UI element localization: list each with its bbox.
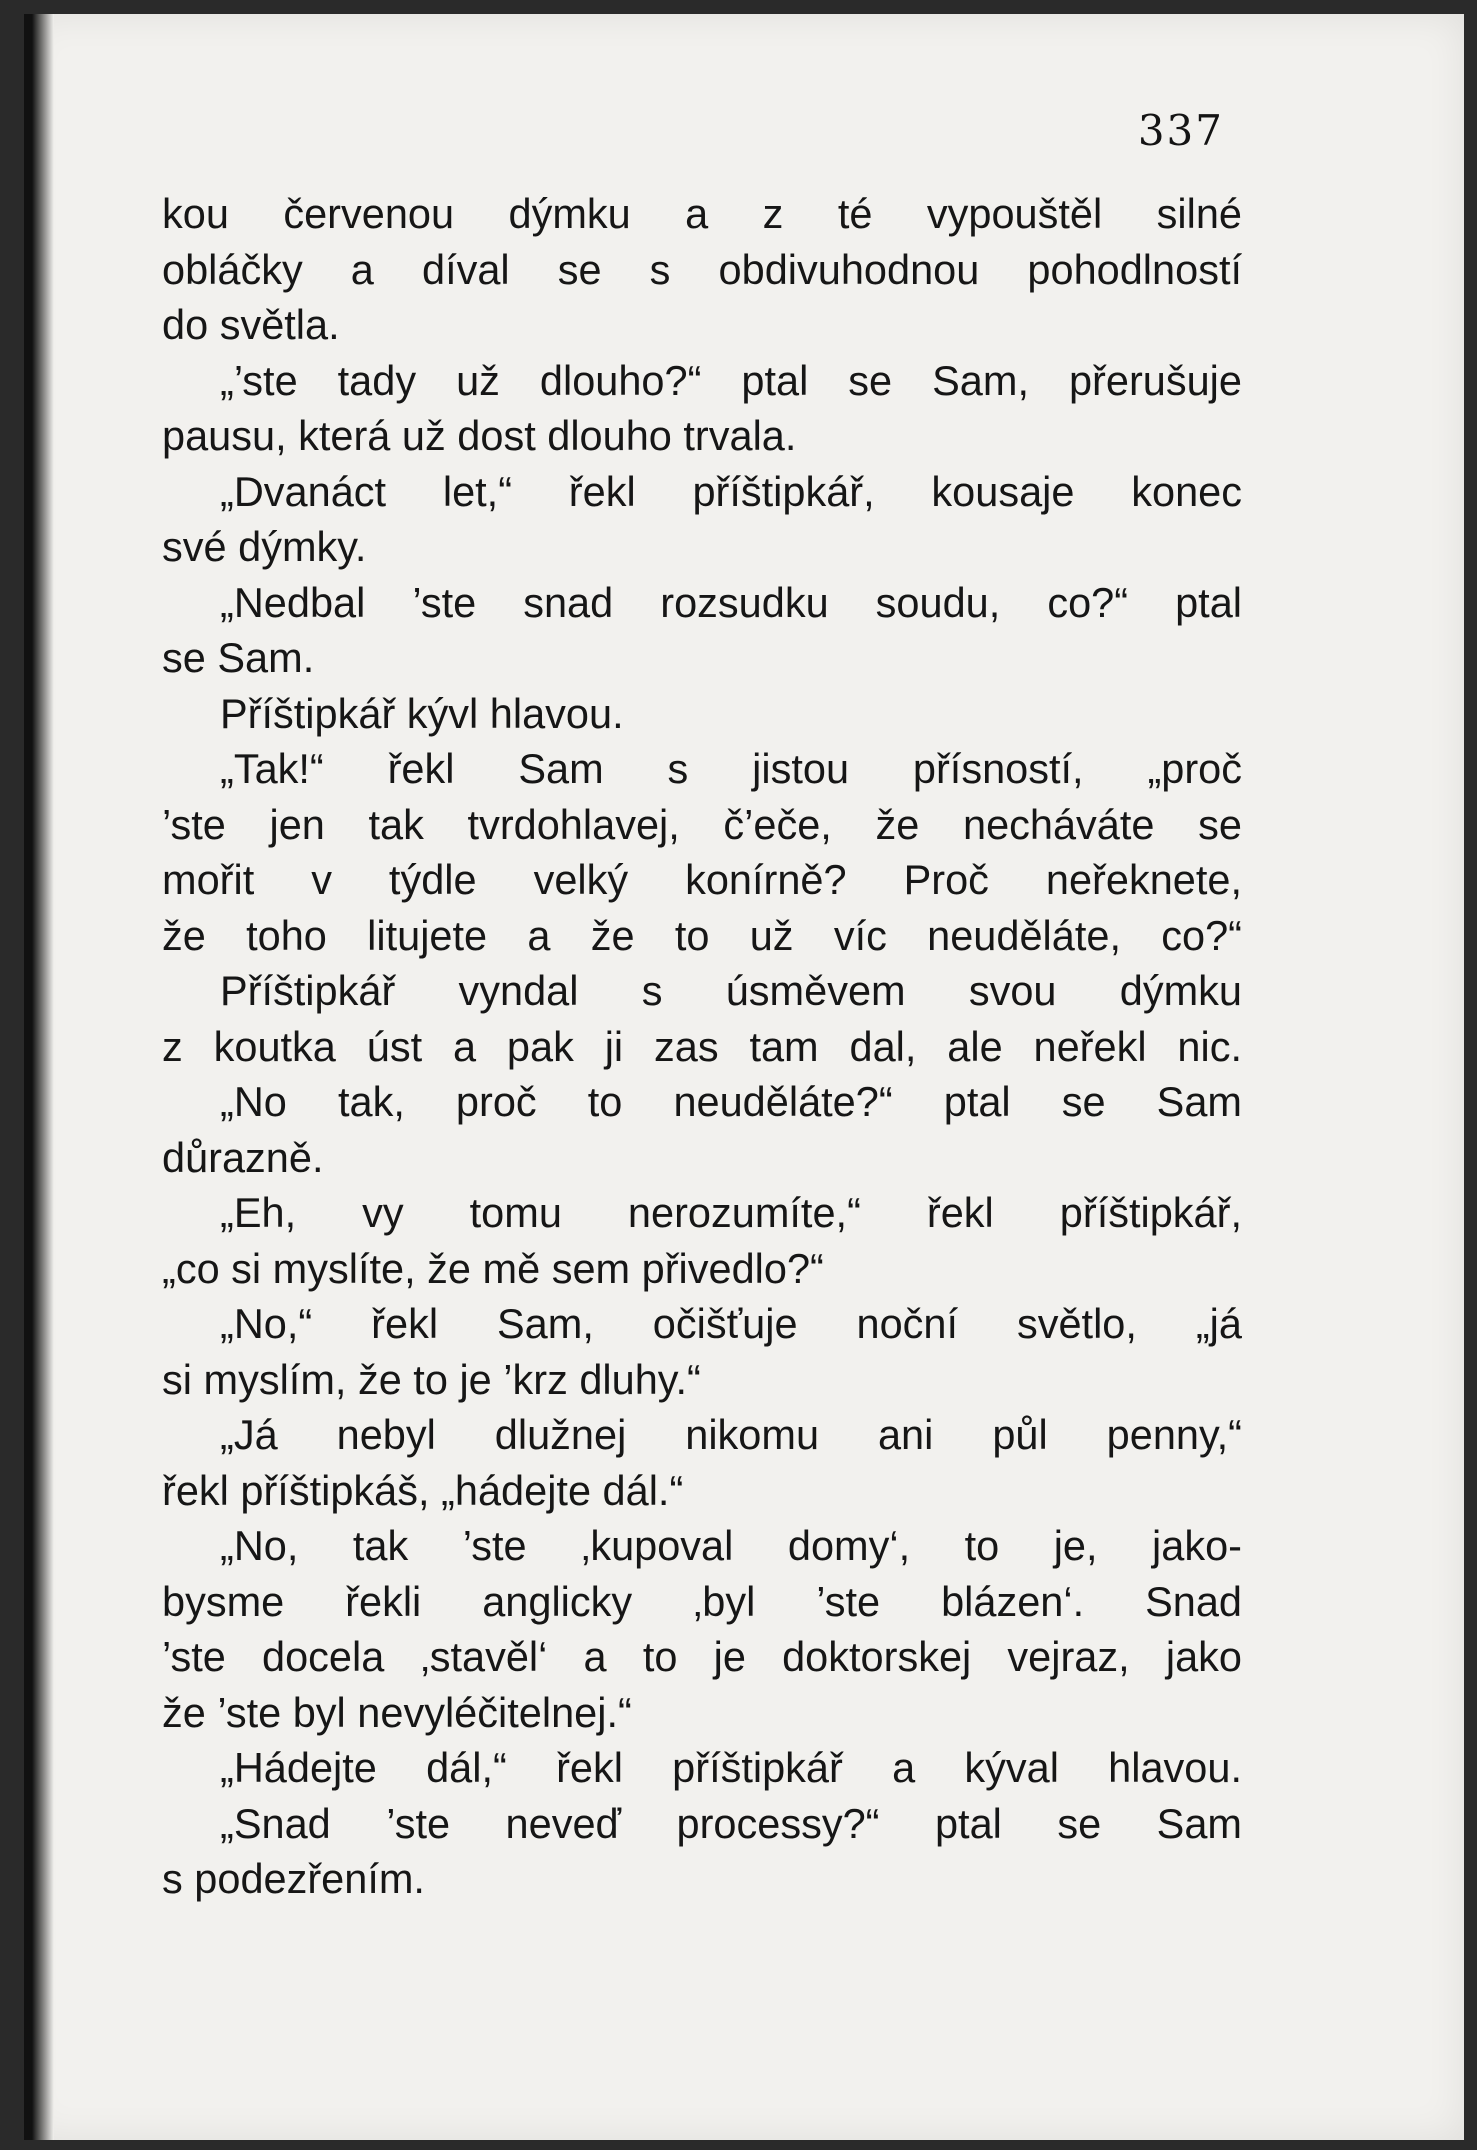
text-line: důrazně. [162,1133,324,1181]
text-line: že toho litujete a že to už víc neuděláte, co?“ [162,911,1242,959]
text-line: že ’ste byl nevyléčitelnej.“ [162,1688,632,1736]
text-line: obláčky a díval se s obdivuhodnou pohodlností [162,245,1242,293]
text-line: bysme řekli anglicky ‚byl ’ste blázen‘. Snad [162,1577,1242,1625]
text-line: se Sam. [162,634,315,681]
text-line: ’ste jen tak tvrdohlavej, č’eče, že necháváte se [162,800,1242,848]
text-line: kou červenou dýmku a z té vypouštěl silné [162,190,1242,237]
text-line: „’ste tady už dlouho?“ ptal se Sam, přerušuje [220,356,1242,404]
text-line: s podezřením. [162,1855,425,1902]
text-line: své dýmky. [162,523,367,570]
text-line: „Nedbal ’ste snad rozsudku soudu, co?“ ptal [220,578,1242,626]
text-line: mořit v týdle velký konírně? Proč neřeknete, [162,856,1242,903]
page-number: 337 [1137,106,1224,155]
text-line: ’ste docela ‚stavěl‘ a to je doktorskej vejraz, jako [162,1633,1242,1680]
text-line: si myslím, že to je ’krz dluhy.“ [162,1355,701,1403]
text-line: „Hádejte dál,“ řekl příštipkář a kýval hlavou. [220,1744,1242,1791]
text-line: pausu, která už dost dlouho trvala. [162,412,797,459]
book-page [24,14,1464,2140]
text-line: do světla. [162,301,340,348]
text-line: „No, tak ’ste ‚kupoval domy‘, to je, jako- [220,1522,1242,1569]
text-line: Příštipkář kývl hlavou. [220,689,624,737]
text-line: „No tak, proč to neuděláte?“ ptal se Sam [220,1078,1242,1125]
text-line: „co si myslíte, že mě sem přivedlo?“ [162,1244,824,1292]
book-spine-shadow [24,14,54,2140]
text-line: „Dvanáct let,“ řekl příštipkář, kousaje konec [220,467,1242,515]
text-line: „Snad ’ste neveď processy?“ ptal se Sam [220,1799,1242,1847]
text-line: řekl příštipkáš, „hádejte dál.“ [162,1466,684,1514]
text-line: „No,“ řekl Sam, očišťuje noční světlo, „já [220,1300,1242,1347]
text-line: „Já nebyl dlužnej nikomu ani půl penny,“ [220,1411,1242,1458]
text-line: „Tak!“ řekl Sam s jistou přísností, „proč [220,745,1242,792]
body-text [162,186,1242,1907]
text-line: „Eh, vy tomu nerozumíte,“ řekl příštipkář, [220,1189,1242,1236]
text-line: Příštipkář vyndal s úsměvem svou dýmku [220,967,1242,1014]
text-line: z koutka úst a pak ji zas tam dal, ale neřekl nic. [162,1022,1242,1070]
